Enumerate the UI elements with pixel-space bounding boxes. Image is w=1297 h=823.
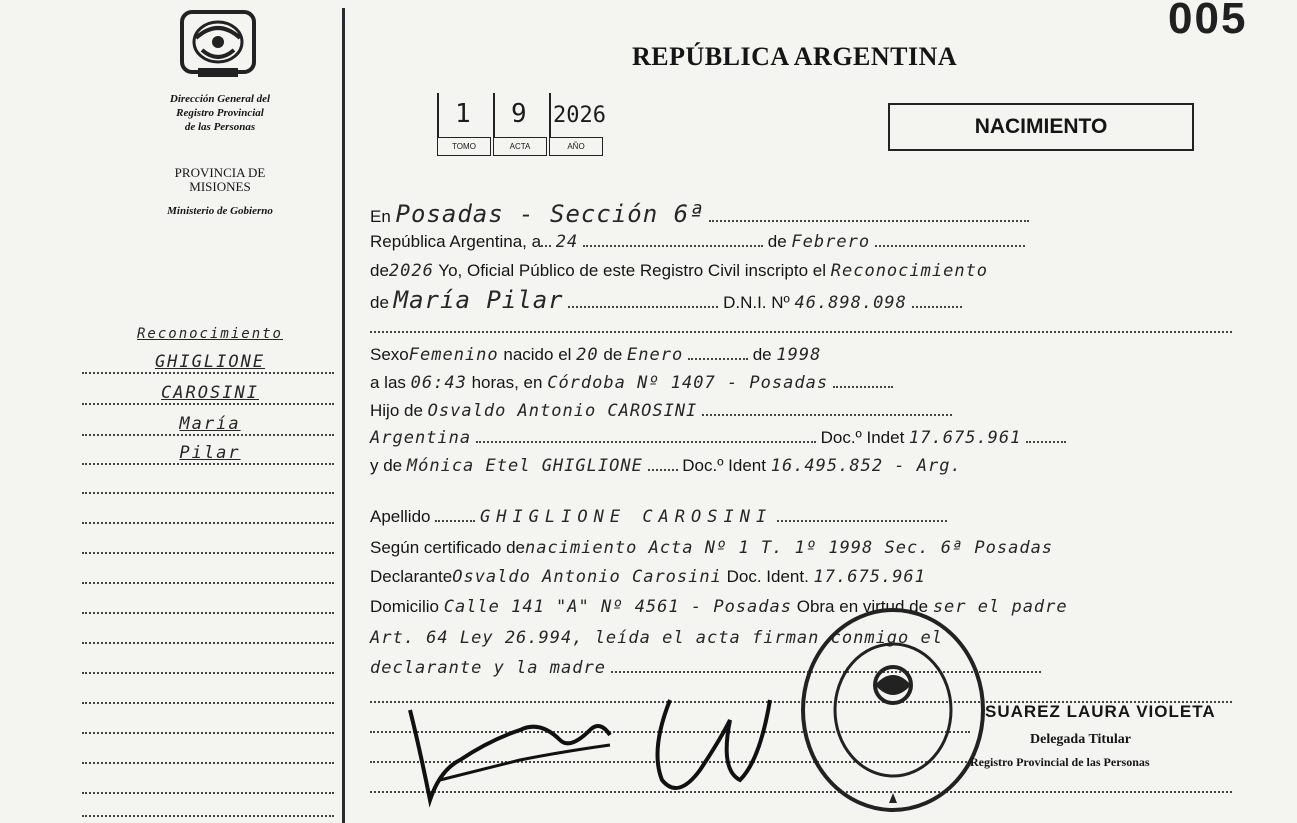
note-value: Art. 64 Ley 26.994, leída el acta firman conmigo el	[370, 628, 943, 648]
officer-office: Registro Provincial de las Personas	[970, 755, 1150, 769]
form-line-intro: de2026 Yo, Oficial Público de este Registro Civil inscripto el Reconocimiento	[370, 261, 989, 281]
margin-dotted-line	[82, 582, 334, 584]
certificate-value: nacimiento Acta Nº 1 T. 1º 1998 Sec. 6ª Posadas	[525, 538, 1054, 558]
person-name-value: María Pilar	[393, 286, 564, 314]
country-heading: REPÚBLICA ARGENTINA	[632, 42, 958, 71]
margin-note-line: María	[179, 414, 241, 434]
margin-dotted-line	[82, 434, 334, 436]
form-line-address: Domicilio Calle 141 "A" Nº 4561 - Posadas Obra en virtud de ser el padre	[370, 597, 1068, 617]
margin-dotted-line	[82, 612, 334, 614]
father-nationality-value: Argentina	[370, 428, 472, 448]
margin-dotted-line	[82, 552, 334, 554]
acta-label: ACTA	[493, 137, 547, 156]
form-line-mother: y de Mónica Etel GHIGLIONE Doc.º Ident 16.495.852 - Arg.	[370, 456, 962, 476]
office-name: Dirección General del Registro Provincial de las Personas	[169, 93, 271, 133]
birth-day-value: 20	[576, 345, 599, 365]
ano-value: 2026	[553, 103, 606, 128]
tomo-label: TOMO	[437, 137, 491, 156]
father-value: Osvaldo Antonio CAROSINI	[427, 401, 698, 421]
margin-dotted-line	[82, 702, 334, 704]
margin-dotted-line	[82, 463, 334, 465]
birth-year-value: 1998	[776, 345, 822, 365]
officer-title: Delegada Titular	[1030, 732, 1131, 747]
record-number-box	[437, 93, 607, 156]
month-value: Febrero	[791, 232, 871, 252]
record-type-box: NACIMIENTO	[888, 103, 1194, 151]
virtue-value: ser el padre	[932, 597, 1068, 617]
margin-note-line: Pilar	[179, 443, 241, 463]
provincial-emblem-icon	[178, 8, 258, 80]
margin-dotted-line	[82, 732, 334, 734]
page-number: 005	[1168, 0, 1248, 43]
form-line-father: Hijo de Osvaldo Antonio CAROSINI	[370, 401, 1250, 421]
day-value: 24	[555, 232, 579, 252]
official-stamp-icon	[798, 605, 988, 815]
mother-doc-value: 16.495.852 - Arg.	[770, 456, 962, 476]
address-value: Calle 141 "A" Nº 4561 - Posadas	[443, 597, 792, 617]
margin-dotted-line	[82, 815, 334, 817]
surname-value: GHIGLIONE CAROSINI	[479, 507, 773, 527]
margin-note-line: GHIGLIONE	[154, 352, 266, 372]
margin-dotted-line	[82, 522, 334, 524]
form-line-certificate: Según certificado denacimiento Acta Nº 1 T. 1º 1998 Sec. 6ª Posadas	[370, 538, 1054, 558]
column-divider	[342, 8, 345, 823]
form-line-blank	[370, 318, 1250, 338]
margin-dotted-line	[82, 792, 334, 794]
form-line-father-doc: Argentina Doc.º Indet 17.675.961	[370, 428, 1250, 448]
province-name: PROVINCIA DE MISIONES	[174, 165, 266, 194]
year-value: 2026	[388, 261, 434, 281]
dni-value: 46.898.098	[794, 293, 907, 313]
ministry-name: Ministerio de Gobierno	[167, 205, 273, 217]
declarant-doc-value: 17.675.961	[813, 567, 926, 587]
mother-value: Mónica Etel GHIGLIONE	[406, 456, 643, 476]
acta-value: 9	[511, 99, 527, 129]
form-line-place: En Posadas - Sección 6ª	[370, 200, 1250, 228]
margin-dotted-line	[82, 642, 334, 644]
declarant-value: Osvaldo Antonio Carosini	[452, 567, 722, 587]
time-value: 06:43	[410, 373, 467, 393]
birth-month-value: Enero	[627, 345, 684, 365]
sex-value: Femenino	[408, 345, 499, 365]
form-line-person: de María Pilar D.N.I. Nº 46.898.098	[370, 286, 1250, 314]
place-value: Posadas - Sección 6ª	[395, 200, 705, 228]
margin-dotted-line	[82, 762, 334, 764]
margin-dotted-line	[82, 672, 334, 674]
note-value: declarante y la madre	[370, 658, 606, 678]
tomo-value: 1	[455, 99, 471, 129]
birth-place-value: Córdoba Nº 1407 - Posadas	[547, 373, 829, 393]
margin-note-line: Reconocimiento	[136, 326, 283, 342]
margin-dotted-line	[82, 403, 334, 405]
form-line-declarant: DeclaranteOsvaldo Antonio Carosini Doc. Ident. 17.675.961	[370, 567, 926, 587]
form-line-surname: Apellido GHIGLIONE CAROSINI	[370, 507, 1250, 527]
act-value: Reconocimiento	[830, 261, 989, 281]
father-doc-value: 17.675.961	[909, 428, 1022, 448]
form-line-date: República Argentina, a 24 de Febrero	[370, 232, 1250, 252]
form-line-time: a las 06:43 horas, en Córdoba Nº 1407 - Posadas	[370, 373, 1250, 393]
ano-label: AÑO	[549, 137, 603, 156]
margin-note-line: CAROSINI	[161, 383, 259, 403]
margin-dotted-line	[82, 372, 334, 374]
officer-name: SUAREZ LAURA VIOLETA	[985, 702, 1216, 721]
form-line-sex: SexoFemenino nacido el 20 de Enero de 1998	[370, 345, 822, 365]
margin-dotted-line	[82, 492, 334, 494]
